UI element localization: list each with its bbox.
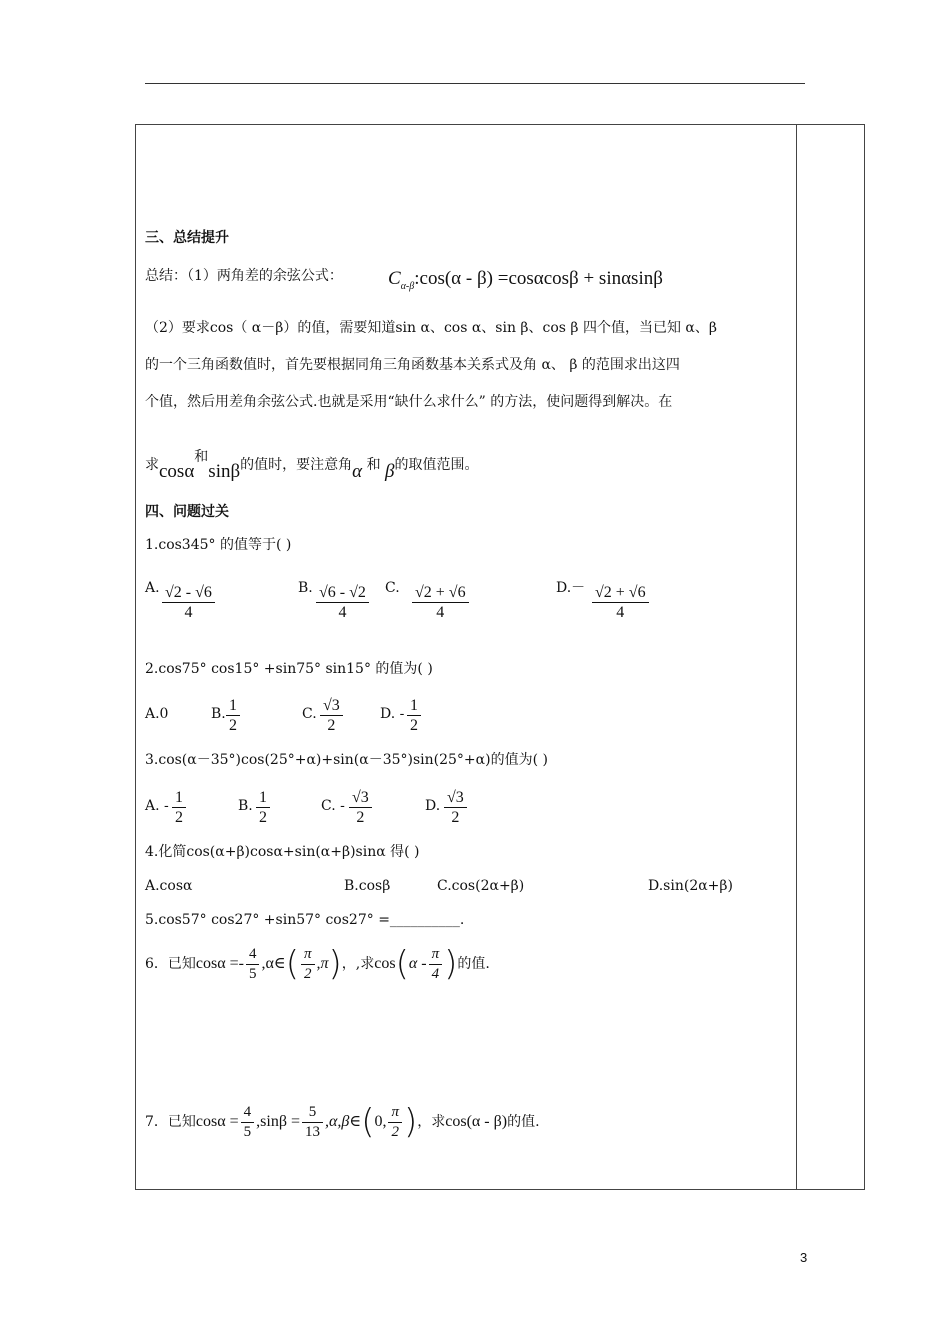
q1-option-b: $\frac{√6 - √2}{4}$ [314,583,371,622]
section3-heading: 三、总结提升 [145,230,229,246]
table-column-divider [796,124,797,1190]
q2-stem: 2.cos75° cos15° +sin75° sin15° 的值为( ) [145,661,433,677]
summary-p2-line4: 求cosα和sinβ的值时，要注意角α 和 β的取值范围。 [145,449,479,482]
q3-option-b: $\frac{1}{2}$ [254,788,272,827]
q1-option-b-label: B. [298,580,313,596]
header-rule [145,83,805,84]
q3-option-d: $\frac{√3}{2}$ [442,788,469,827]
q3-option-a: $\frac{1}{2}$ [170,788,188,827]
q1-option-a: $\frac{√2 - √6}{4}$ [160,583,217,622]
q2-option-d-label: D. - [380,706,405,722]
q3-stem: 3.cos(α－35°)cos(25°+α)+sin(α－35°)sin(25°+α)的值为( ) [145,752,548,768]
q4-stem: 4.化简cos(α+β)cosα+sin(α+β)sinα 得( ) [145,844,420,860]
q3-option-c-label: C. - [321,798,345,814]
difference-cosine-formula: $C_{\alpha-\beta}:\cos(\alpha - \beta) =\cos\alpha\cos\beta + \sin\alpha\sin\beta$ [388,268,663,292]
q1-option-c: $\frac{√2 + √6}{4}$ [410,583,471,622]
q6-stem: 6．已知cosα =- $\frac{4}{5}$ ,α∈( $\frac{\pi}{2}$ ,π)，,求cos(α - $\frac{\pi}{4}$ )的值. [145,944,490,984]
summary-p2-line3: 个值，然后用差角余弦公式.也就是采用“缺什么求什么” 的方法，使问题得到解决。在 [145,394,673,410]
q5-stem: 5.cos57° cos27° +sin57° cos27° =__________. [145,912,465,928]
q4-option-a: A.cosα [145,878,193,894]
q1-option-d-label: D.－ [556,580,586,596]
page-number: 3 [800,1250,808,1265]
summary-p2-line2: 的一个三角函数值时，首先要根据同角三角函数基本关系式及角 α、 β 的范围求出这四 [145,357,680,373]
q2-option-b-label: B. [211,706,226,722]
q7-stem: 7．已知cosα = $\frac{4}{5}$ ,sinβ = $\frac{5}{13}$ ,α,β∈(0, $\frac{\pi}{2}$ )，求cos(α - β)的值. [145,1102,540,1142]
q2-option-d: $\frac{1}{2}$ [405,696,423,735]
q2-option-b: $\frac{1}{2}$ [224,696,242,735]
summary-label: 总结：（1）两角差的余弦公式： [145,268,343,284]
q1-option-a-label: A. [145,580,160,596]
q2-option-c-label: C. [302,706,317,722]
q4-option-c: C.cos(2α+β) [437,878,525,894]
q3-option-b-label: B. [238,798,253,814]
q2-option-a: A.0 [145,706,169,722]
q4-option-b: B.cosβ [344,878,391,894]
q1-option-c-label: C. [385,580,400,596]
summary-line [145,266,343,286]
q3-option-c: $\frac{√3}{2}$ [347,788,374,827]
summary-p2-line1: （2）要求cos（ α－β）的值，需要知道sin α、cos α、sin β、cos β 四个值，当已知 α、β [145,320,717,336]
q4-option-d: D.sin(2α+β) [648,878,733,894]
q3-option-a-label: A. - [145,798,169,814]
section4-heading: 四、问题过关 [145,504,229,520]
q3-option-d-label: D. [425,798,441,814]
q1-stem: 1.cos345° 的值等于( ) [145,537,292,553]
q2-option-c: $\frac{√3}{2}$ [318,696,345,735]
q1-option-d: $\frac{√2 + √6}{4}$ [590,583,651,622]
